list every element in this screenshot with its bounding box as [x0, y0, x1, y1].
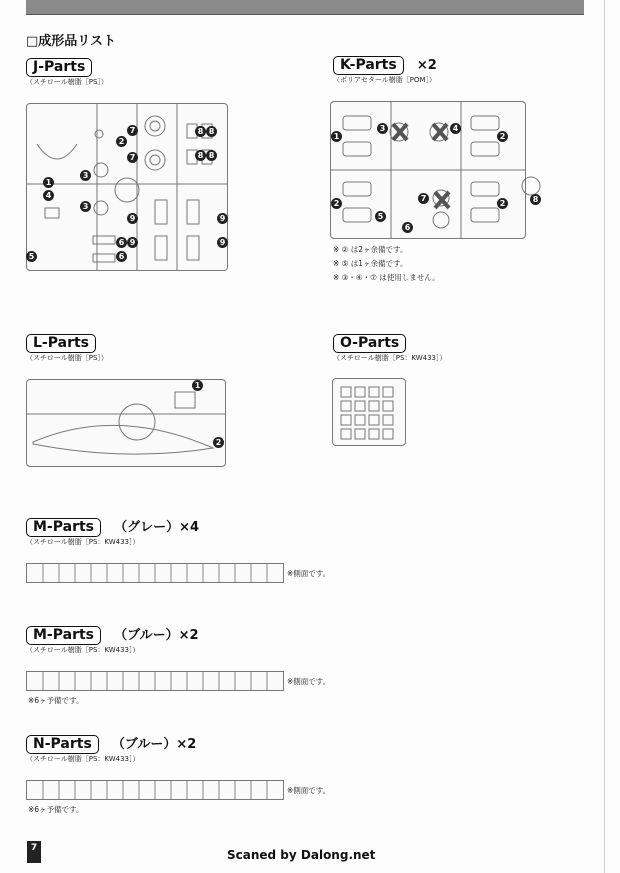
- m-gray-color-note: （グレー）×4: [114, 520, 200, 535]
- m-gray-rail: [26, 563, 284, 583]
- n-blue-spare-note: ※6ヶ予備です。: [28, 805, 84, 814]
- k-callout-6: 6: [402, 222, 413, 233]
- l-parts-label: L-Parts: [26, 334, 96, 353]
- o-parts-material: （スチロール樹脂［PS：KW433］）: [333, 354, 447, 362]
- k-callout-8: 8: [530, 194, 541, 205]
- l-parts-material: （スチロール樹脂［PS］）: [26, 354, 108, 362]
- page-edge-line: [604, 0, 605, 873]
- m-blue-color-note: （ブルー）×2: [114, 628, 199, 643]
- k-callout-4: 4: [450, 123, 461, 134]
- m-blue-label: M-Parts: [26, 626, 101, 645]
- l-parts-runner-drawing: [27, 380, 225, 466]
- j-callout-8d: 8: [206, 150, 217, 161]
- j-callout-9a: 9: [127, 213, 138, 224]
- j-callout-3a: 3: [80, 170, 91, 181]
- scan-credit: Scaned by Dalong.net: [227, 848, 376, 862]
- n-blue-color-note: （ブルー）×2: [111, 737, 197, 752]
- l-callout-1: 1: [192, 380, 203, 391]
- k-callout-3: 3: [377, 123, 388, 134]
- j-callout-2: 2: [116, 136, 127, 147]
- k-parts-runner: [330, 101, 526, 239]
- j-callout-8b: 8: [206, 126, 217, 137]
- j-callout-4: 4: [43, 190, 54, 201]
- k-note-1: ※ ② は2ヶ余備です。: [333, 245, 408, 254]
- o-parts-runner: [332, 378, 406, 446]
- l-parts-runner: [26, 379, 226, 467]
- m-gray-header: [26, 516, 199, 537]
- k-parts-header: [333, 54, 437, 75]
- j-callout-7a: 7: [127, 125, 138, 136]
- page-number: 7: [27, 841, 41, 863]
- k-note-2: ※ ⑤ は1ヶ余備です。: [333, 259, 408, 268]
- l-parts-header: [26, 332, 96, 353]
- o-parts-label: O-Parts: [333, 334, 406, 353]
- m-blue-rail: [26, 671, 284, 691]
- k-callout-5: 5: [375, 211, 386, 222]
- m-gray-side-note: ※側面です。: [287, 569, 331, 578]
- k-callout-2c: 2: [497, 198, 508, 209]
- m-gray-rail-drawing: [27, 564, 283, 582]
- j-callout-8a: 8: [195, 126, 206, 137]
- j-callout-7b: 7: [127, 152, 138, 163]
- n-blue-side-note: ※側面です。: [287, 786, 331, 795]
- k-parts-multiplier: ×2: [416, 58, 437, 73]
- page-title: □成形品リスト: [26, 34, 117, 49]
- k-note-3: ※ ③・④・⑦ は使用しません。: [333, 273, 440, 282]
- k-callout-7: 7: [418, 193, 429, 204]
- n-blue-rail: [26, 780, 284, 800]
- j-parts-material: （スチロール樹脂［PS］）: [26, 78, 108, 86]
- j-callout-5: 5: [26, 251, 37, 262]
- j-callout-3b: 3: [80, 201, 91, 212]
- j-callout-9d: 9: [217, 237, 228, 248]
- m-blue-header: [26, 624, 199, 645]
- l-callout-2: 2: [213, 437, 224, 448]
- n-blue-material: （スチロール樹脂［PS：KW433］）: [26, 755, 140, 763]
- j-parts-label: J-Parts: [26, 58, 92, 77]
- m-blue-spare-note: ※6ヶ予備です。: [28, 696, 84, 705]
- k-callout-2a: 2: [497, 131, 508, 142]
- m-blue-side-note: ※側面です。: [287, 677, 331, 686]
- j-callout-6b: 6: [116, 251, 127, 262]
- n-blue-label: N-Parts: [26, 735, 99, 754]
- j-parts-header: [26, 56, 92, 77]
- m-blue-material: （スチロール樹脂［PS：KW433］）: [26, 646, 140, 654]
- o-parts-runner-drawing: [333, 379, 405, 445]
- n-blue-header: [26, 733, 196, 754]
- n-blue-rail-drawing: [27, 781, 283, 799]
- k-callout-2b: 2: [331, 198, 342, 209]
- k-parts-label: K-Parts: [333, 56, 404, 75]
- j-callout-9c: 9: [127, 237, 138, 248]
- header-bar: [26, 0, 584, 15]
- j-callout-9b: 9: [217, 213, 228, 224]
- k-callout-1: 1: [331, 131, 342, 142]
- j-callout-1: 1: [43, 177, 54, 188]
- o-parts-header: [333, 332, 406, 353]
- j-callout-6a: 6: [116, 237, 127, 248]
- k-parts-runner-drawing: [331, 102, 525, 238]
- m-blue-rail-drawing: [27, 672, 283, 690]
- k-parts-material: （ポリアセタール樹脂［POM］）: [333, 76, 437, 84]
- m-gray-material: （スチロール樹脂［PS：KW433］）: [26, 538, 140, 546]
- m-gray-label: M-Parts: [26, 518, 101, 537]
- j-callout-8c: 8: [195, 150, 206, 161]
